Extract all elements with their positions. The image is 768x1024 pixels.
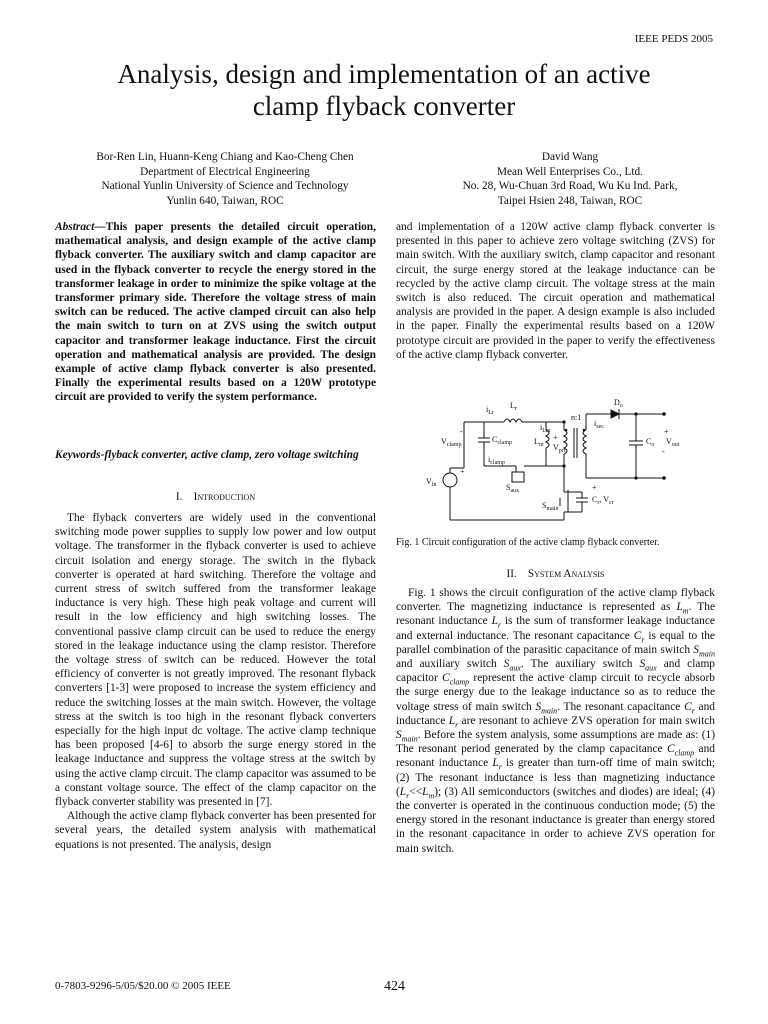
affiliation-left: [55, 150, 395, 208]
intro-paragraph-2-cont: and implementation of a 120W active clamp flyback converter is presented in this paper to achieve zero voltage switching (ZVS) for main switch. With the auxiliary switch, clamp capacitor and resonant circuit, the surge energy stored at the leakage inductance can be recycled by the active clamp circuit. The voltage stress at the main switch is also reduced. The circuit operation and mathematical analysis are provided in the paper. A design example is also included in the paper. Finally the experimental results based on a 120W prototype circuit are provided in the paper to verify the effectiveness of the active clamp flyback converter.: [396, 221, 715, 361]
abstract-dash: —: [94, 221, 106, 233]
abstract-lead: Abstract: [55, 221, 95, 233]
label-turns-ratio: n:1: [571, 413, 582, 422]
label-Co: $C_o$: [646, 437, 655, 448]
section1-title: Introduction: [193, 491, 256, 503]
section1-number: I.: [175, 491, 183, 503]
figure-1-caption: Fig. 1 Circuit configuration of the active clamp flyback converter.: [396, 537, 660, 548]
author-name-right: David Wang: [541, 151, 599, 163]
author-addr1-right: No. 28, Wu-Chuan 3rd Road, Wu Ku Ind. Park,: [462, 180, 678, 193]
abstract: [55, 220, 376, 405]
label-iLr: $i_{Lr}$: [486, 405, 494, 416]
label-iclamp: $i_{clamp}$: [488, 455, 505, 466]
section-heading-introduction: [55, 491, 376, 503]
intro-continued: [396, 220, 715, 362]
affiliation-right: [400, 150, 740, 208]
label-isec: $i_{sec}$: [594, 419, 604, 430]
label-Do: $D_o$: [614, 398, 623, 409]
system-analysis-paragraph: Fig. 1 shows the circuit configuration of the active clamp flyback converter. The magnetizing inductance is represented as $L_m$. The resonant inductance $L_r$ is the sum of transformer leakage inductance and external inductance. The resonant capacitance $C_r$ is equal to the parallel combination of the parasitic capacitance of main switch $S_{main}$ and auxiliary switch $S_{aux}$. The auxiliary switch $S_{aux}$ and clamp capacitor $C_{clamp}$ represent the active clamp circuit to recycle absorb the surge energy due to the leakage inductance so as to reduce the voltage stress of main switch $S_{main}$. The resonant capacitance $C_r$ and inductance $L_r$ are resonant to achieve ZVS operation for main switch $S_{main}$. Before the system analysis, some assumptions are made as: (1) The resonant period generated by the clamp capacitance $C_{clamp}$ and resonant inductance $L_r$ is greater than turn-off time of main switch; (2) The resonant inductance is less than magnetizing inductance $(L_r<<L_m)$; (3) All semiconductors (switches and diodes) are ideal; (4) the converter is operated in the continuous conduction mode; (5) the energy stored in the resonant inductance is greater than energy stored in the resonant capacitance in order to achieve ZVS operation for main switch.: [396, 587, 716, 855]
label-Vout: $V_{out}$: [666, 437, 680, 448]
intro-paragraph-2: Although the active clamp flyback converter has been presented for several years, the detailed system analysis with mathematical equations is not presented. The analysis, design: [55, 810, 376, 851]
label-Vin: $V_{in}$: [426, 477, 437, 488]
page-number: 424: [384, 979, 405, 994]
label-plus-in: +: [460, 467, 465, 476]
label-Smain: $S_{main}$: [542, 501, 559, 512]
label-plus-out: +: [664, 427, 669, 436]
label-plus-cr: +: [592, 483, 597, 492]
author-univ-left: National Yunlin University of Science and Technology: [101, 180, 349, 193]
keywords-text: flyback converter, active clamp, zero voltage switching: [104, 449, 359, 461]
label-minus-out: -: [662, 447, 665, 456]
label-minus-clamp: -: [460, 427, 463, 436]
system-analysis-body: [396, 586, 715, 856]
author-names-left: Bor-Ren Lin, Huann-Keng Chiang and Kao-Cheng Chen: [96, 151, 354, 163]
label-Vpri: $V_{pri}$: [553, 443, 566, 454]
label-Cclamp: $C_{clamp}$: [492, 435, 513, 446]
keywords-label: Keywords-: [55, 449, 105, 461]
introduction-body: [55, 511, 376, 852]
label-Vclamp: $V_{clamp}$: [441, 437, 462, 448]
title-line-2: clamp flyback converter: [252, 91, 516, 121]
author-dept-left: Department of Electrical Engineering: [140, 165, 310, 178]
abstract-text: This paper presents the detailed circuit operation, mathematical analysis, and design example of the active clamp flyback converter. The auxiliary switch and clamp capacitor are used in the flyback converter to recycle the energy stored in the transformer leakage in order to minimize the spike voltage at the transformer primary side. Therefore the voltage stress of main switch can be reduced. The active clamped circuit can also help the main switch to turn on at ZVS using the switch output capacitor and transformer leakage inductance. First the circuit operation and mathematical analysis are provided. The design example of active clamp flyback converter is also presented. Finally the experimental results based on a 120W prototype circuit are provided to verify the system performance.: [55, 221, 376, 404]
circuit-diagram: [396, 394, 696, 530]
keywords: [55, 448, 376, 462]
label-Saux: $S_{aux}$: [506, 483, 520, 494]
author-company-right: Mean Well Enterprises Co., Ltd.: [496, 165, 644, 178]
label-plus-pri: +: [553, 433, 558, 442]
paper-title: [40, 58, 728, 122]
label-iLm: $i_{Lm}$: [540, 423, 551, 434]
label-Lm: $L_m$: [534, 437, 544, 448]
author-addr-left: Yunlin 640, Taiwan, ROC: [166, 194, 284, 207]
copyright-footer: 0-7803-9296-5/05/$20.00 © 2005 IEEE: [55, 980, 231, 992]
section2-number: II.: [506, 568, 517, 580]
intro-paragraph-1: The flyback converters are widely used in the conventional switching mode power supplies to supply low power and low output voltage. The transformer in the flyback converter is used to achieve circuit isolation and energy storage. The switch in the flyback converter is operated at hard switching. Therefore the voltage and current stress of switch suffered from the transformer leakage inductance is very high. These high peak voltage and current will result in the low efficiency and high switching losses. The conventional passive clamp circuit can be used to reduce the energy stored in the leakage inductance using the clamp resistor. Therefore the voltage stress of switch can be reduced. However the total efficiency of converter is not greatly improved. The resonant flyback converters [1-3] were proposed to increase the system efficiency and reduce the switching losses at the main switch. However, the voltage stress at the switch is too high in the resonant flyback converters especially for the high input dc voltage. The active clamp technique has been proposed [4-6] to absorb the surge energy stored in the leakage inductance and suppress the voltage stress at the switch by using the active clamp circuit. The clamp capacitor was assumed to be a constant voltage source. The effect of the clamp capacitor on the flyback converter stability was presented in [7].: [55, 512, 376, 809]
label-Cr-Vcr: $C_r$, $V_{cr}$: [592, 495, 614, 506]
title-line-1: Analysis, design and implementation of an active: [117, 59, 651, 89]
author-addr2-right: Taipei Hsien 248, Taiwan, ROC: [497, 194, 643, 207]
section2-title: System Analysis: [527, 568, 605, 580]
label-Lr: $L_r$: [510, 401, 517, 412]
section-heading-system-analysis: [396, 568, 715, 580]
conference-header: IEEE PEDS 2005: [634, 33, 713, 45]
